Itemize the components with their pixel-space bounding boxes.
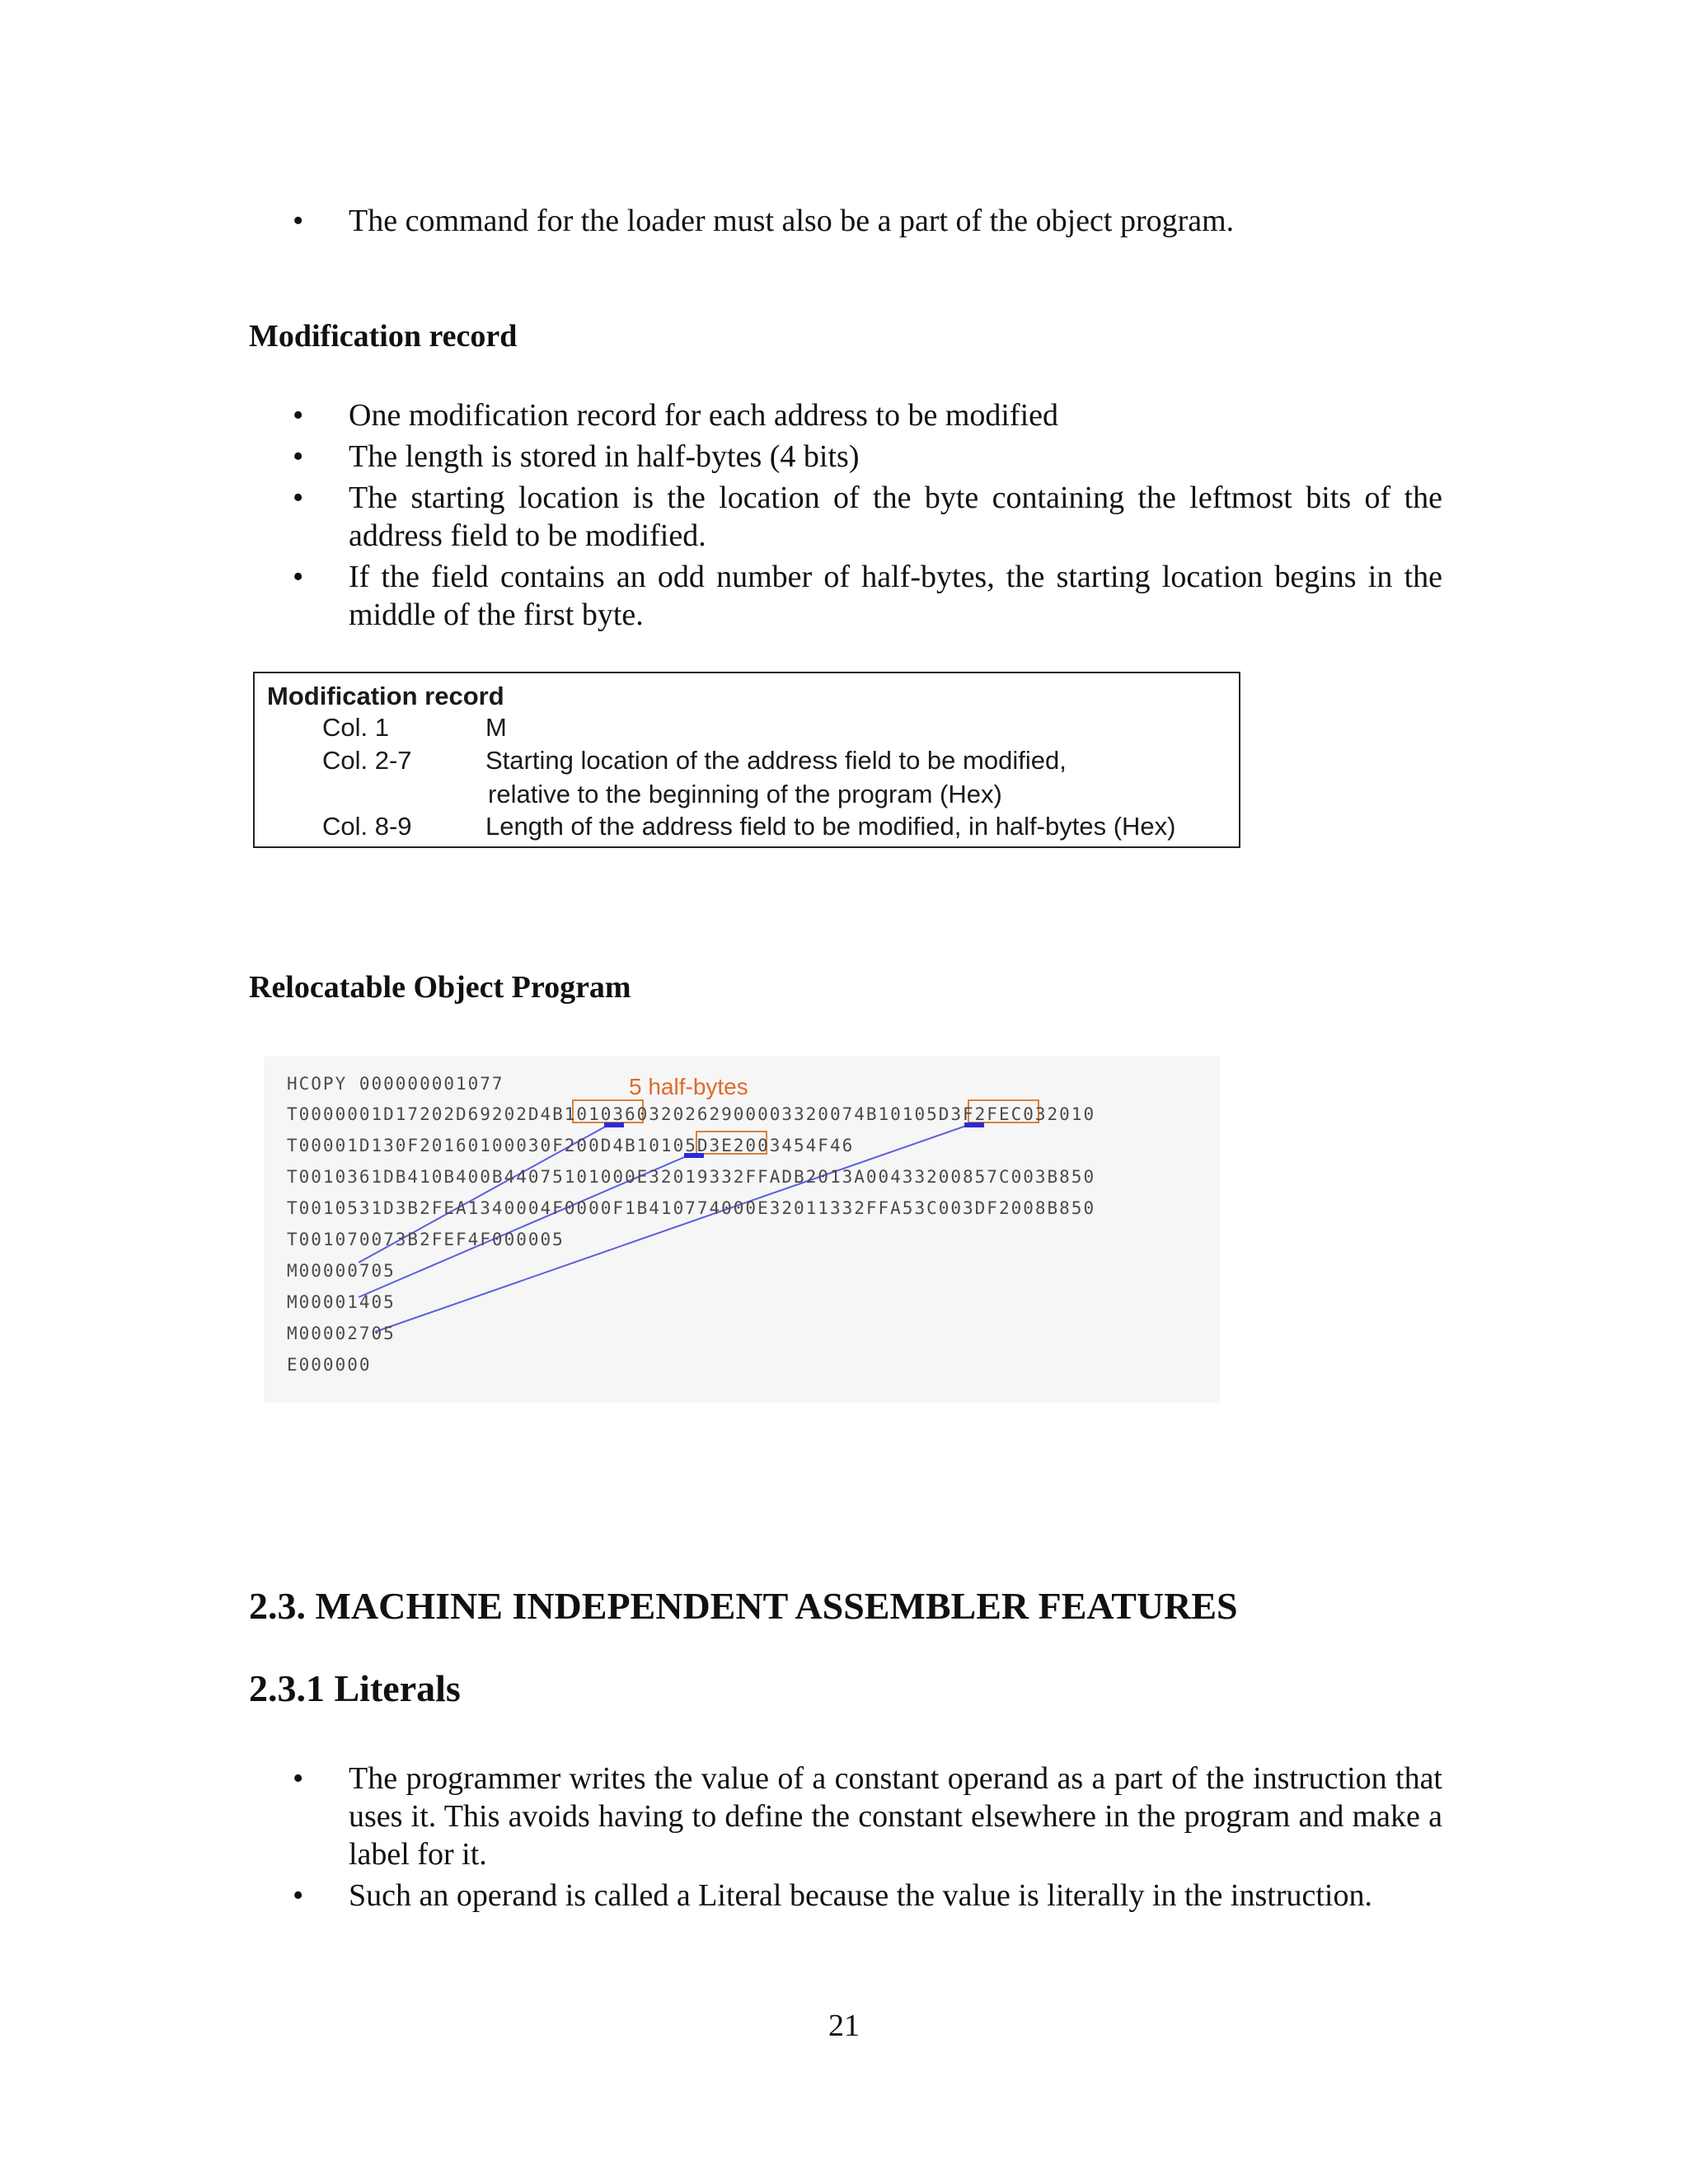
object-record-line: T0000001D17202D69202D4B1010360320262900003320074B10105D3F2FEC032010 [287, 1104, 1096, 1124]
object-record-line: HCOPY 000000001077 [287, 1074, 504, 1094]
record-col-description-continued: relative to the beginning of the program (Hex) [488, 780, 1002, 808]
object-record-line: T001070073B2FEF4F000005 [287, 1230, 565, 1249]
list-item: • The starting location is the location of the byte containing the leftmost bits of the address field to be modified. [293, 480, 1442, 553]
object-record-line: T0010361DB410B400B44075101000E32019332FFADB2013A00433200857C003B850 [287, 1167, 1096, 1187]
modification-heading: Modification record [249, 319, 518, 354]
list-item: • Such an operand is called a Literal because the value is literally in the instruction. [293, 1878, 1372, 1913]
object-record-line: E000000 [287, 1355, 372, 1375]
object-record-line: M00000705 [287, 1261, 396, 1281]
list-item: • The programmer writes the value of a constant operand as a part of the instruction that uses it. This avoids having to define the constant elsewhere in the program and make a label for it. [293, 1761, 1442, 1872]
modification-record-box [253, 672, 1240, 848]
record-col-label: Col. 2-7 [322, 746, 412, 775]
list-item: • The command for the loader must also be a part of the object program. [293, 204, 1235, 238]
object-record-line: T0010531D3B2FEA1340004F0000F1B410774000E32011332FFA53C003DF2008B850 [287, 1198, 1096, 1218]
record-col-label: Col. 8-9 [322, 812, 412, 841]
bullet-icon: • [293, 439, 304, 474]
object-program-figure [264, 1057, 1220, 1403]
list-item: • The length is stored in half-bytes (4 bits) [293, 439, 860, 474]
list-item: • If the field contains an odd number of half-bytes, the starting location begins in the middle of the first byte. [293, 560, 1442, 632]
page-number: 21 [828, 2008, 860, 2043]
record-col-description: Length of the address field to be modified, in half-bytes (Hex) [485, 812, 1176, 841]
subsection-title: 2.3.1 Literals [249, 1667, 461, 1709]
record-box-title: Modification record [267, 682, 504, 710]
bullet-icon: • [293, 204, 304, 238]
section-title: 2.3. MACHINE INDEPENDENT ASSEMBLER FEATURES [249, 1585, 1238, 1627]
object-record-line: M00001405 [287, 1292, 396, 1312]
half-bytes-annotation: 5 half-bytes [629, 1074, 748, 1099]
bullet-icon: • [293, 560, 304, 594]
intro-bullet-list [293, 202, 1442, 243]
bullet-icon: • [293, 480, 304, 515]
bullet-icon: • [293, 1761, 304, 1796]
record-col-description: Starting location of the address field to be modified, [485, 746, 1067, 775]
list-item: • One modification record for each address to be modified [293, 398, 1059, 433]
pointer-arrow [375, 1125, 968, 1332]
object-record-line: M00002705 [287, 1324, 396, 1343]
record-col-label: Col. 1 [322, 713, 389, 742]
object-program-svg [264, 1057, 1220, 1403]
bullet-icon: • [293, 1878, 304, 1913]
record-col-description: M [485, 713, 507, 742]
relocatable-heading: Relocatable Object Program [249, 970, 631, 1005]
modification-bullet-list [293, 396, 1442, 637]
literal-bullet-list [293, 1760, 1442, 1918]
object-record-line: T00001D130F20160100030F200D4B10105D3E2003454F46 [287, 1136, 855, 1155]
bullet-icon: • [293, 398, 304, 433]
